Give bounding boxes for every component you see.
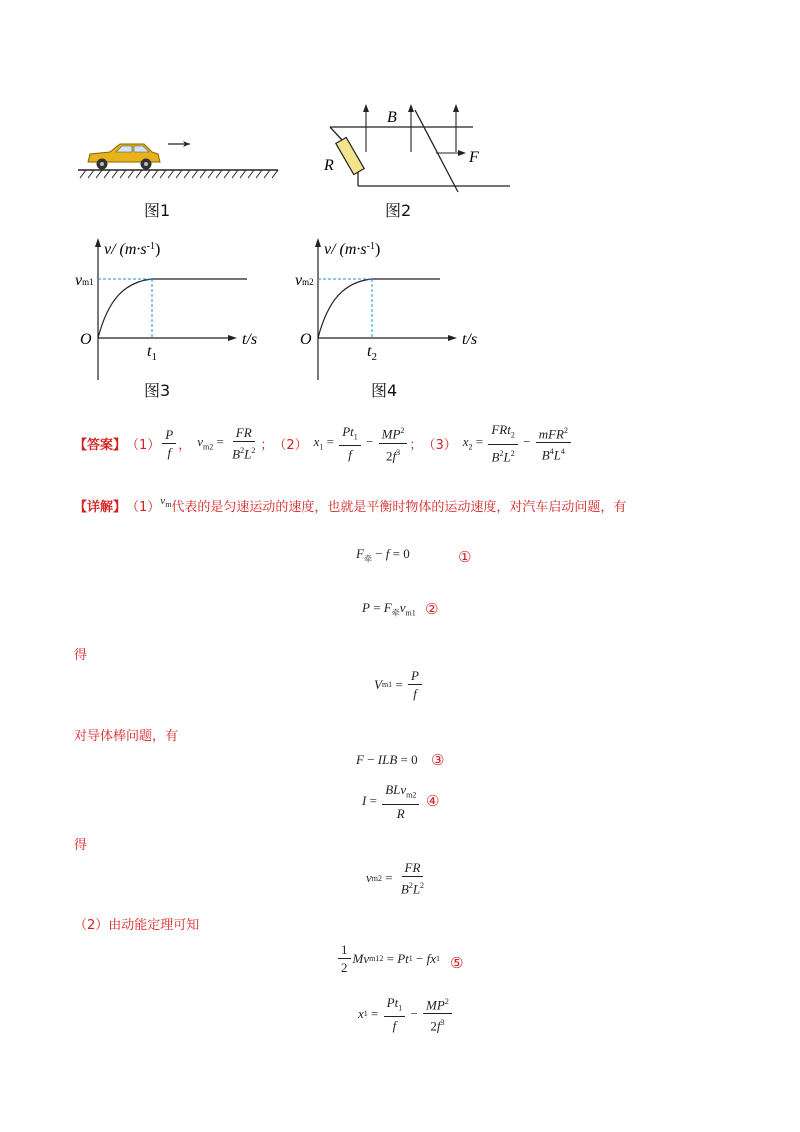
answer-line: 【答案】 （1） $\frac{P}{f}$ ， $v_{m2}$ = $\frac{FR}{B^2L^2}$ ； （2） $x_1$ = $\frac{Pt_1}{f}$ − $\frac{MP^2}{2f^3}$ ； （3） $x_2$ = $\frac{FRt_2}{B^2L^2}$ − $\frac{mFR^2}{B^4L^4}$ [74, 418, 734, 468]
figure-3-graph [72, 234, 292, 384]
eq-1: $F_牵 - f = 0$ [356, 546, 410, 564]
label-F: F [469, 149, 479, 166]
svg-text:vm2: vm2 [295, 272, 314, 289]
answer-part-3: （3） [422, 437, 457, 453]
marker-2: ② [425, 600, 439, 618]
answer-formula-x1: $x_1$ = $\frac{Pt_1}{f}$ − $\frac{MP^2}{2f^3}$ [314, 423, 410, 463]
marker-1: ① [458, 548, 472, 566]
svg-text:vm1: vm1 [75, 272, 94, 289]
answer-label: 【答案】 [74, 437, 127, 453]
fig3-xlabel: t/s [242, 331, 258, 348]
svg-text:t2: $t_2$ [367, 343, 377, 363]
conductor-text: 对导体棒问题，有 [74, 729, 179, 744]
eq-3: F − ILB = 0 [356, 752, 418, 767]
detail-line: 【详解】 （1） $v_m$ 代表的是匀速运动的速度，也就是平衡时物体的运动速度，对汽车启动问题，有 [74, 494, 627, 515]
figure-1-caption: 图1 [144, 201, 171, 220]
de-2: 得 [74, 838, 88, 853]
fig4-origin: O [300, 331, 312, 348]
eq-x1: x 1 = $\frac{Pt_1}{f}$ − $\frac{MP^2}{2f^3}$ [358, 994, 454, 1034]
eq-5: $\frac{1}{2}$ Mv m1 2 = Pt 1 − fx 1 [336, 942, 440, 975]
label-R: R [324, 157, 334, 174]
answer-part-2: （2） [273, 437, 308, 453]
figure-2-caption: 图2 [385, 201, 412, 220]
figure-4-caption: 图4 [371, 381, 398, 400]
answer-formula-vm2: $v_{m2}$ = $\frac{FR}{B^2L^2}$ [197, 424, 256, 462]
svg-text:v/ (m·s-1): v/ $(m\cdot s^{-1})$ [324, 240, 381, 258]
eq-vm1: V m1 = $\frac{P}{f}$ [374, 668, 424, 701]
svg-text:v/ (m·s-1): v/ $(m\cdot s^{-1})$ [104, 240, 161, 258]
svg-text:t/s [242, 331, 257, 348]
eq-2: $P = F_牵v_{m1}$ [362, 600, 416, 618]
answer-part-1: （1） [126, 437, 161, 453]
part-2-text: （2）由动能定理可知 [74, 918, 200, 933]
fig3-origin: O [80, 331, 92, 348]
eq-4: I = $\frac{BLv_{m2}}{R}$ [362, 782, 421, 821]
answer-formula-x2: $x_2$ = $\frac{FRt_2}{B^2L^2}$ − $\frac{mFR^2}{B^4L^4}$ [463, 422, 573, 464]
marker-4: ④ [426, 792, 440, 810]
figure-1-car [70, 130, 290, 190]
label-B: B [387, 109, 397, 126]
marker-5: ⑤ [450, 954, 464, 972]
answer-formula-1: $\frac{P}{f}$ [160, 427, 178, 460]
svg-text:t/s [462, 331, 477, 348]
figure-2-rails [318, 100, 518, 195]
fig4-xlabel: t/s [462, 331, 478, 348]
detail-vm: $v_m$ [160, 494, 172, 509]
detail-label: 【详解】 [74, 500, 127, 515]
detail-text: 代表的是匀速运动的速度，也就是平衡时物体的运动速度，对汽车启动问题，有 [171, 500, 627, 515]
figure-3-caption: 图3 [144, 381, 171, 400]
figure-4-graph [292, 234, 512, 384]
fig3-ylabel: v/ (m·s [104, 241, 147, 258]
fig4-ylabel: v/ (m·s [324, 241, 367, 258]
marker-3: ③ [431, 751, 445, 769]
de-1: 得 [74, 648, 88, 663]
eq-vm2: v m2 = $\frac{FR}{B^2L^2}$ [366, 860, 425, 897]
svg-text:t1: $t_1$ [147, 343, 157, 363]
